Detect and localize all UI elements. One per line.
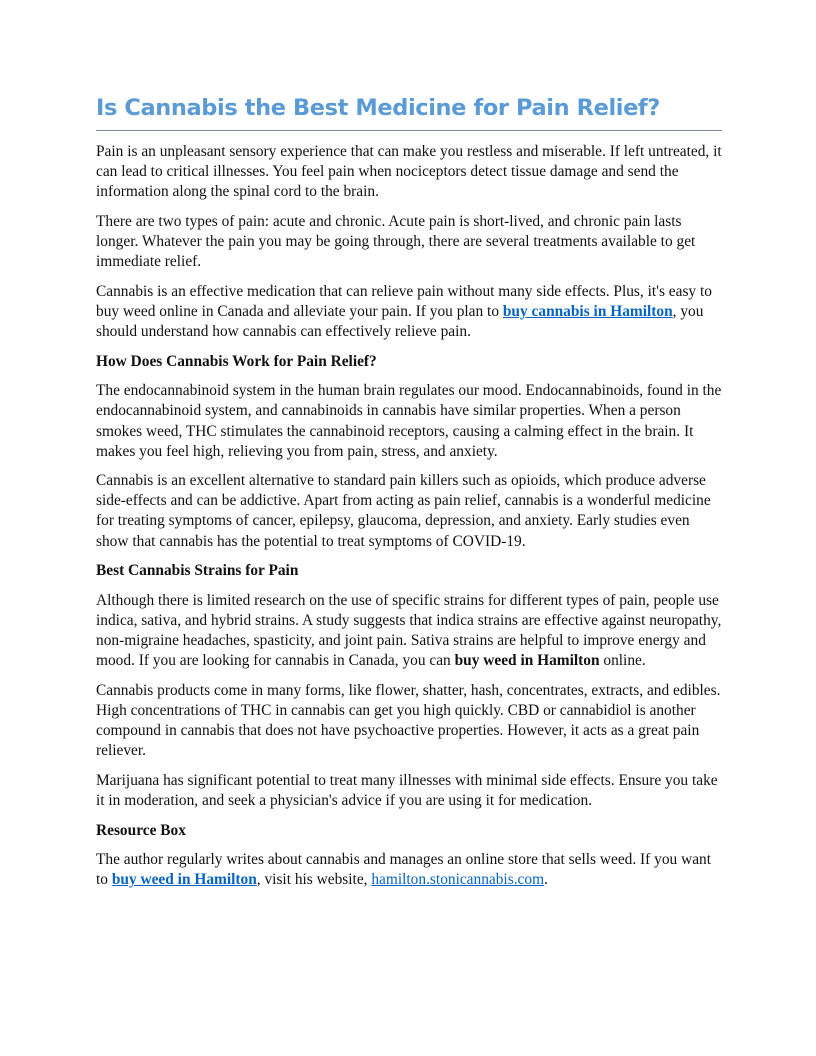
intro-paragraph-2: There are two types of pain: acute and chronic. Acute pain is short-lived, and chronic pain lasts longer. Whatever the pain you may be going through, there are several treatments available to get immediate relief. (96, 212, 696, 271)
resource-text-after: . (544, 871, 548, 889)
section-heading-pain-relief: How Does Cannabis Work for Pain Relief? (96, 352, 377, 370)
buy-weed-hamilton-bold: buy weed in Hamilton (454, 652, 600, 670)
resource-text-middle: , visit his website, (256, 871, 372, 889)
resource-text-before: The author regularly writes about cannabis and manages an online store that sells weed. If you want to (96, 851, 712, 889)
intro-p3-text-before: Cannabis is an effective medication that can relieve pain without many side effects. Plus, it's easy to buy weed online in Canada and alleviate your pain. If you plan to (96, 282, 712, 320)
intro-p3-text-after: , you should understand how cannabis can effectively relieve pain. (96, 302, 704, 340)
intro-paragraph-3 (96, 282, 722, 342)
section-heading-resource-box: Resource Box (96, 821, 186, 839)
page-title: Is Cannabis the Best Medicine for Pain Relief? (96, 92, 722, 131)
resource-paragraph (96, 850, 722, 890)
document-page (96, 92, 722, 900)
section2-p1-text-before: Although there is limited research on the use of specific strains for different types of pain, people use indica, sativa, and hybrid strains. A study suggests that indica strains are effective against neuropathy, non-migraine headaches, spasticity, and joint pain. Sativa strains are helpful to improve energy and mood. If you are looking for cannabis in Canada, you can (96, 591, 722, 670)
section2-paragraph-3: Marijuana has significant potential to treat many illnesses with minimal side effects. Ensure you take it in moderation, and seek a physician's advice if you are using it for medication. (96, 771, 718, 809)
section1-paragraph-1: The endocannabinoid system in the human brain regulates our mood. Endocannabinoids, found in the endocannabinoid system, and cannabinoids in cannabis have similar properties. When a person smokes weed, THC stimulates the cannabinoid receptors, causing a calming effect in the brain. It makes you feel high, relieving you from pain, stress, and anxiety. (96, 382, 722, 460)
website-link[interactable]: hamilton.stonicannabis.com (371, 871, 545, 889)
section1-paragraph-2: Cannabis is an excellent alternative to standard pain killers such as opioids, which produce adverse side-effects and can be addictive. Apart from acting as pain relief, cannabis is a wonderful medicine for treating symptoms of cancer, epilepsy, glaucoma, depression, and anxiety. Early studies even show that cannabis has the potential to treat symptoms of COVID-19. (96, 472, 711, 550)
buy-cannabis-hamilton-link[interactable]: buy cannabis in Hamilton (502, 302, 673, 320)
section2-paragraph-2: Cannabis products come in many forms, like flower, shatter, hash, concentrates, extracts, and edibles. High concentrations of THC in cannabis can get you high quickly. CBD or cannabidiol is another compound in cannabis that does not have psychoactive properties. However, it acts as a great pain reliever. (96, 681, 721, 760)
buy-weed-hamilton-link[interactable]: buy weed in Hamilton (111, 871, 257, 889)
section2-paragraph-1 (96, 591, 722, 671)
section-heading-strains: Best Cannabis Strains for Pain (96, 562, 299, 580)
intro-paragraph-1: Pain is an unpleasant sensory experience that can make you restless and miserable. If left untreated, it can lead to critical illnesses. You feel pain when nociceptors detect tissue damage and send the information along the spinal cord to the brain. (96, 143, 722, 201)
section2-p1-text-after: online. (599, 652, 646, 670)
